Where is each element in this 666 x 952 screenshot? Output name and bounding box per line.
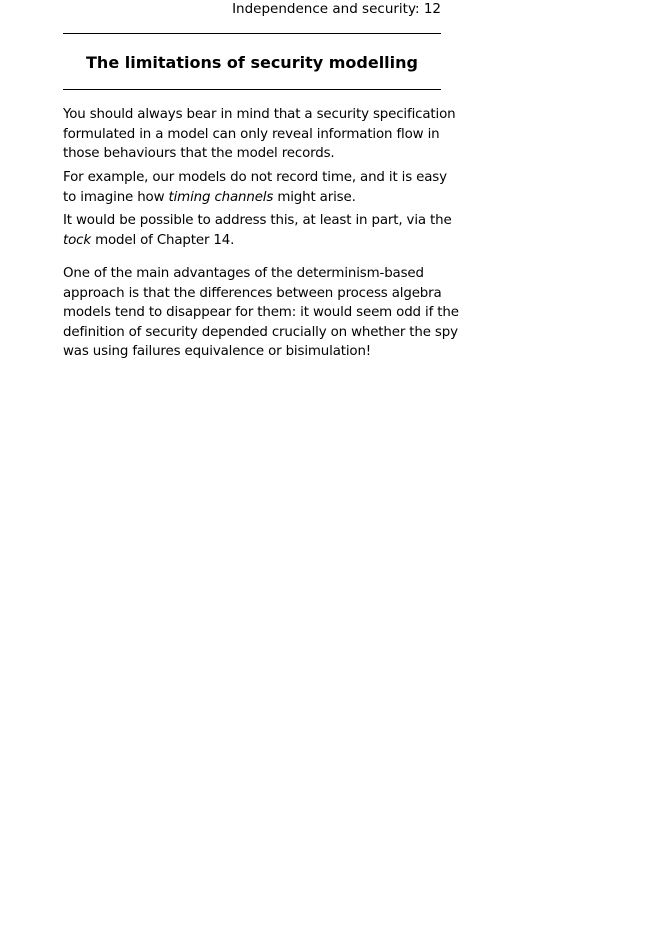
text-line: For example, our models do not record time, and it is easy bbox=[63, 170, 447, 185]
paragraph-tock-model bbox=[63, 211, 452, 250]
emphasis-tock: tock bbox=[63, 232, 91, 248]
text-line: You should always bear in mind that a security specification bbox=[63, 107, 456, 122]
top-rule bbox=[63, 33, 441, 34]
text-fragment: to imagine how bbox=[63, 189, 169, 205]
text-line: was using failures equivalence or bisimulation! bbox=[63, 344, 372, 359]
text-fragment: might arise. bbox=[273, 189, 356, 205]
text-line: those behaviours that the model records. bbox=[63, 146, 335, 161]
text-line bbox=[63, 188, 443, 208]
paragraph-model-records bbox=[63, 105, 456, 164]
text-line: models tend to disappear for them: it would seem odd if the bbox=[63, 305, 459, 320]
paragraph-timing-channels bbox=[63, 168, 447, 207]
emphasis-timing-channels: timing channels bbox=[168, 189, 274, 205]
text-line bbox=[63, 231, 443, 251]
text-line: It would be possible to address this, at least in part, via the bbox=[63, 213, 452, 228]
text-line: One of the main advantages of the determinism-based bbox=[63, 266, 424, 281]
text-line: approach is that the differences between process algebra bbox=[63, 285, 442, 301]
page-title: The limitations of security modelling bbox=[86, 53, 418, 72]
bottom-rule bbox=[63, 89, 441, 90]
text-line: formulated in a model can only reveal information flow in bbox=[63, 126, 440, 142]
text-fragment: model of Chapter 14. bbox=[90, 232, 235, 248]
running-head: Independence and security: 12 bbox=[232, 1, 441, 17]
paragraph-determinism bbox=[63, 264, 459, 362]
text-line: definition of security depended crucially on whether the spy bbox=[63, 324, 458, 340]
